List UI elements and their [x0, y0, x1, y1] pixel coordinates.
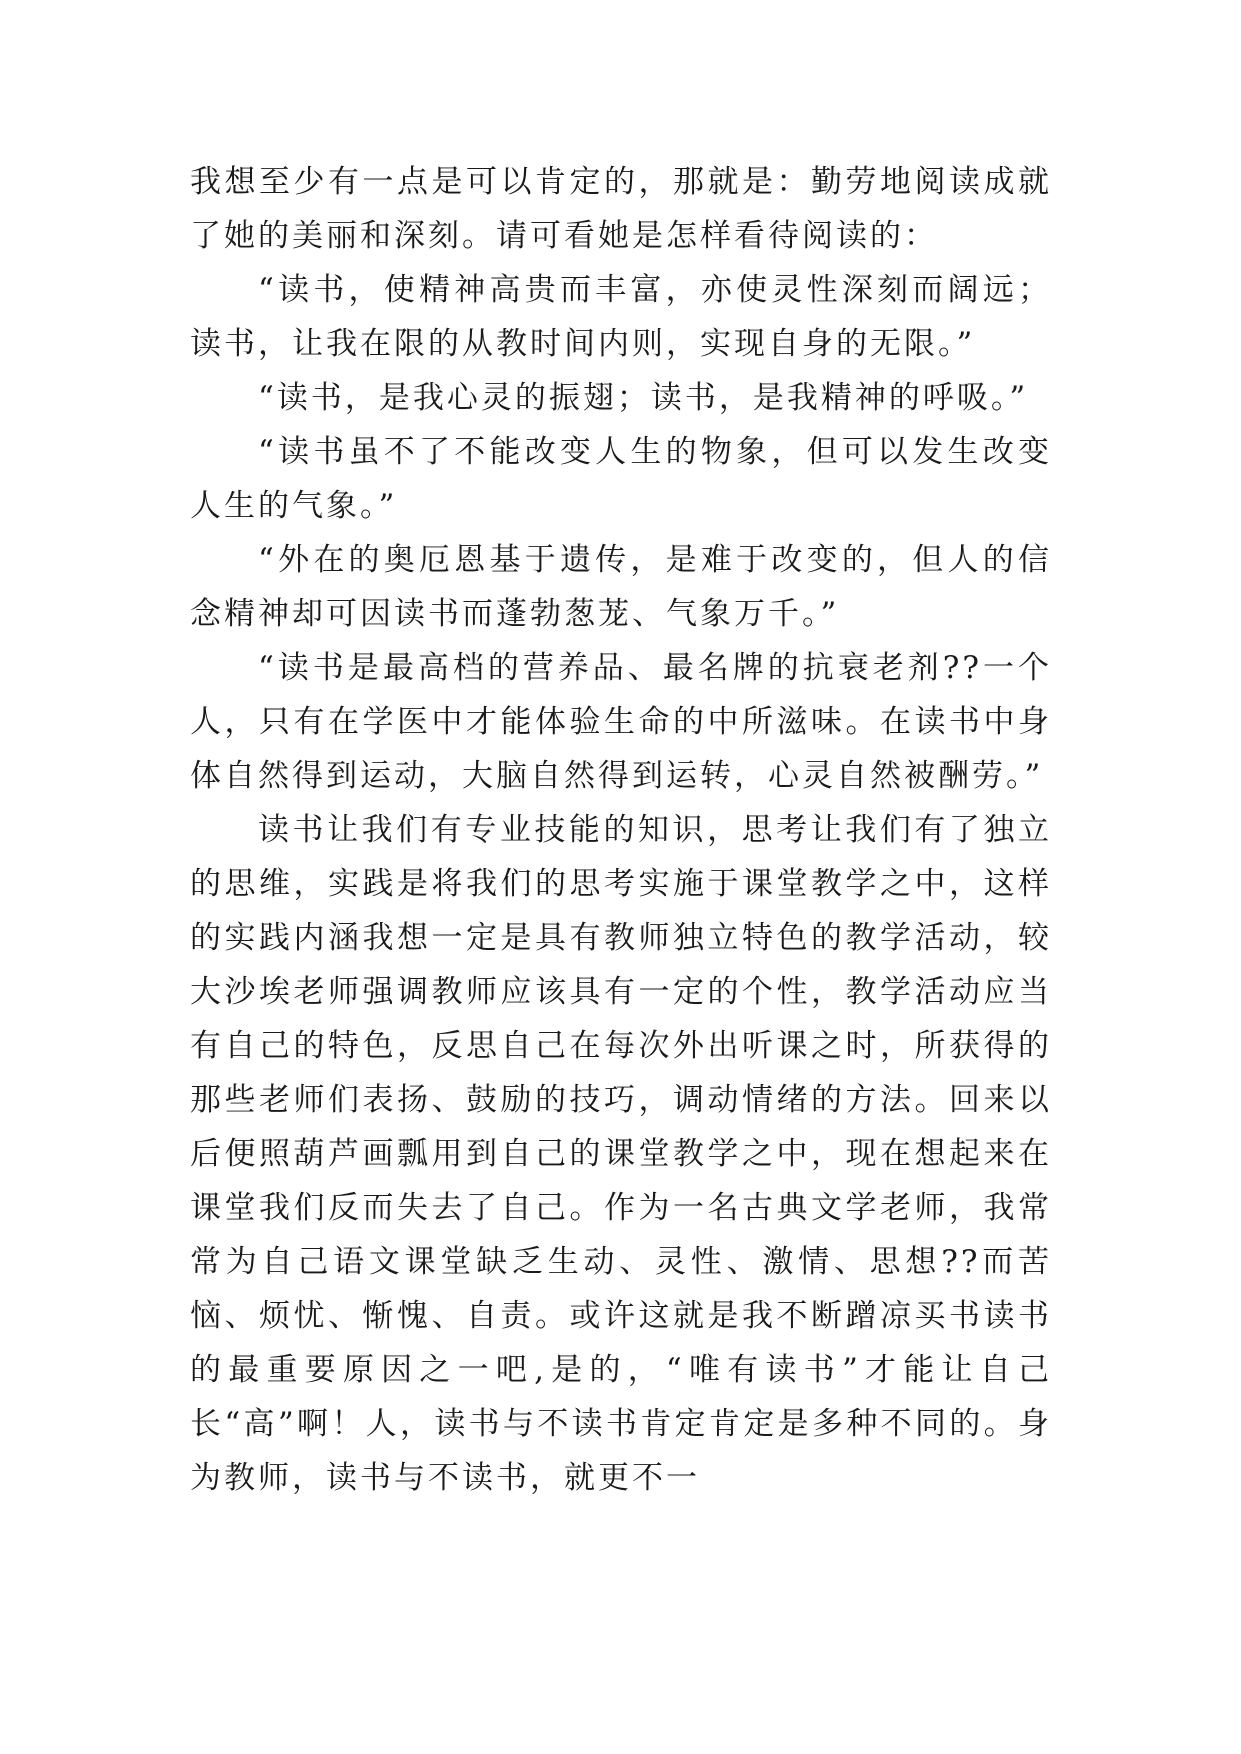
- paragraph-1: 我想至少有一点是可以肯定的，那就是：勤劳地阅读成就了她的美丽和深刻。请可看她是怎样看待阅读的：: [190, 164, 1052, 254]
- body-text: [190, 155, 1052, 1505]
- paragraph-7: 读书让我们有专业技能的知识，思考让我们有了独立的思维，实践是将我们的思考实施于课堂教学之中，这样的实践内涵我想一定是具有教师独立特色的教学活动，较大沙埃老师强调教师应该具有一定的个性，教学活动应当有自己的特色，反思自己在每次外出听课之时，所获得的那些老师们表扬、鼓励的技巧，调动情绪的方法。回来以后便照葫芦画瓢用到自己的课堂教学之中，现在想起来在课堂我们反而失去了自己。作为一名古典文学老师，我常常为自己语文课堂缺乏生动、灵性、激情、思想??而苦恼、烦忧、惭愧、自责。或许这就是我不断蹭凉买书读书的最重要原因之一吧,是的，“唯有读书”才能让自己长“高”啊！人，读书与不读书肯定肯定是多种不同的。身为教师，读书与不读书，就更不一: [190, 812, 1052, 1496]
- paragraph-4: “读书虽不了不能改变人生的物象，但可以发生改变人生的气象。”: [190, 434, 1052, 524]
- paragraph-6: “读书是最高档的营养品、最名牌的抗衰老剂??一个人，只有在学医中才能体验生命的中所滋味。在读书中身体自然得到运动，大脑自然得到运转，心灵自然被酬劳。”: [190, 650, 1052, 794]
- paragraph-3: “读书，是我心灵的振翅；读书，是我精神的呼吸。”: [258, 380, 1029, 416]
- paragraph-5: “外在的奥厄恩基于遗传，是难于改变的，但人的信念精神却可因读书而蓬勃葱茏、气象万千。”: [190, 542, 1052, 632]
- paragraph-2: “读书，使精神高贵而丰富，亦使灵性深刻而阔远；读书，让我在限的从教时间内则，实现自身的无限。”: [190, 272, 1052, 362]
